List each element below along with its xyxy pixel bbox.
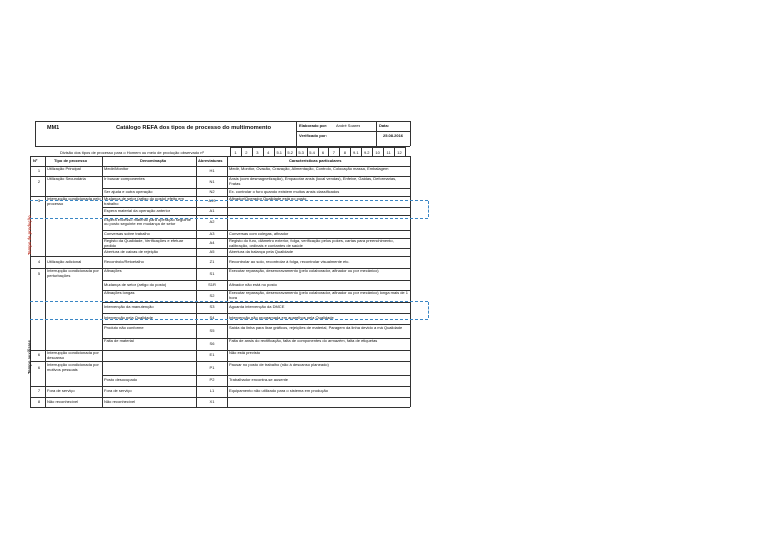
- observation-number: 6: [321, 149, 325, 155]
- row-denomination: Posto desocupado: [104, 378, 138, 383]
- row-denomination: Fora de serviço: [104, 389, 132, 394]
- row-denomination: Afinações longas: [104, 291, 135, 296]
- row-denomination: Intervenção pela Qualidade: [104, 316, 153, 321]
- row-divider: [102, 230, 410, 231]
- row-divider: [30, 361, 410, 362]
- row-divider: [30, 386, 410, 387]
- observation-number: 9.1: [353, 149, 359, 155]
- row-abbreviation: A4: [209, 240, 215, 245]
- row-divider: [102, 248, 410, 249]
- row-number: 8: [37, 399, 41, 404]
- row-process-type: Fora de serviço: [47, 389, 75, 394]
- row-characteristics: Trabalhador encontra-se ausente: [229, 378, 288, 383]
- row-divider: [102, 215, 410, 216]
- row-abbreviation: H1: [209, 168, 215, 173]
- column-header-type: Tipo de processo: [54, 159, 88, 163]
- dashed-marker-side-1: [428, 201, 429, 217]
- row-abbreviation: L1: [209, 389, 215, 394]
- row-denomination: Ir buscar componentes: [104, 177, 145, 182]
- row-abbreviation: A5: [209, 249, 215, 254]
- row-abbreviation: Z1: [209, 259, 215, 264]
- row-denomination: Mudança de setor (artigo do posto): [104, 282, 167, 287]
- observation-number: 2: [245, 149, 248, 155]
- row-characteristics: Pausar no posto de trabalho (não à descanso planeado): [229, 363, 329, 368]
- row-abbreviation: S1: [209, 271, 215, 276]
- column-divider: [410, 156, 411, 407]
- row-denomination: Conversas sobre trabalho: [104, 231, 150, 236]
- header-border-top: [35, 121, 410, 122]
- observation-number: 10: [375, 149, 380, 155]
- row-divider: [30, 397, 410, 398]
- row-divider: [102, 313, 410, 314]
- header-divider: [296, 121, 297, 146]
- row-number: 5: [37, 271, 41, 276]
- row-process-type: Utilização Principal: [47, 167, 81, 171]
- row-number: 2: [37, 179, 41, 184]
- row-characteristics: Medir, Monitor, Ovacão, Cravação, Alimentação, Controlo, Colocação massa, Embalagem: [229, 167, 389, 171]
- row-divider: [30, 256, 410, 257]
- elaborado-label: Elaborado por:: [299, 124, 328, 128]
- row-process-type: Interrupção condicionada pelo processo: [47, 197, 101, 206]
- column-divider: [227, 156, 228, 407]
- row-divider: [30, 407, 410, 408]
- row-characteristics: Falta de ansis do rectificação, falta de componentes do armazém, falta de etiquetas: [229, 339, 378, 344]
- row-characteristics: Recontrolar ao solo, recontrolar à folga, recontrolar visualmente etc.: [229, 259, 350, 264]
- row-characteristics: Executar reparação, desencravamento (pelo colaborador, afinador ou por mecânico): [229, 269, 379, 274]
- row-characteristics: Ex. controlar o furo quando existem muitos ansis classificados: [229, 189, 340, 194]
- division-note: Divisão dos tipos de processo para o Homem ou meio de produção observado nº: [60, 151, 204, 155]
- row-abbreviation: N2: [209, 189, 215, 194]
- row-number: 1: [37, 168, 41, 173]
- elaborado-value: André Soares: [336, 124, 361, 128]
- row-characteristics: Afinador/Operador Qualidade está no posto: [229, 197, 307, 201]
- row-divider: [102, 324, 410, 325]
- row-denomination: Intervenção da manutenção: [104, 305, 154, 310]
- row-process-type: Interrupção condicionada por perturbações: [47, 269, 99, 278]
- row-characteristics: Conversas com colegas, afinador: [229, 231, 289, 236]
- column-divider: [196, 156, 197, 407]
- header-divider-2: [376, 121, 377, 146]
- observation-number: 7: [332, 149, 336, 155]
- dashed-marker-4: [30, 319, 428, 320]
- row-divider: [102, 207, 410, 208]
- row-number: 6: [37, 353, 41, 358]
- column-header-characteristics: Características particulares: [289, 159, 342, 163]
- column-divider: [45, 156, 46, 407]
- observation-number: 5.1: [276, 149, 282, 155]
- row-characteristics: Equipamento não utilizado para o sistema em produção: [229, 389, 328, 394]
- row-divider: [102, 188, 410, 189]
- row-denomination: Medir/Monitor: [104, 167, 129, 171]
- column-divider: [102, 156, 103, 407]
- row-characteristics: Registo do furo, diâmetro exterior, folga, verificação pelos pokes, cartas para preenchimento, calibração, ordinais e contantes de saúde: [229, 239, 394, 248]
- row-denomination: Afinações: [104, 269, 122, 274]
- observation-number: 11: [386, 149, 391, 155]
- observation-number: 5.4: [309, 149, 315, 155]
- header-border-left: [35, 121, 36, 146]
- row-denomination: Mudança de setor (artigo do posto) efeito em trabalho: [104, 197, 184, 206]
- row-abbreviation: P2: [209, 378, 215, 383]
- row-characteristics: Intervenção não programada em aparelhos pela Qualidade: [229, 316, 334, 321]
- verificado-label: Verificado por:: [299, 134, 328, 138]
- grid-sep: [405, 147, 406, 156]
- row-process-type: Utilização Secundária: [47, 177, 86, 182]
- row-abbreviation: N1: [209, 179, 215, 184]
- row-abbreviation: S1R: [208, 282, 216, 287]
- data-value: 25.08.2016: [383, 134, 404, 138]
- column-header-denomination: Denominação: [140, 159, 167, 163]
- row-process-type: Interrupção condicionada por motivos pessoais: [47, 363, 99, 372]
- header-mid-line: [296, 131, 410, 132]
- row-number: 6: [37, 365, 41, 370]
- row-abbreviation: P1: [209, 365, 215, 370]
- dashed-marker-side-2: [428, 302, 429, 318]
- row-characteristics: Não está previsto: [229, 351, 261, 355]
- row-denomination: Abertura de caixas de rejeição: [104, 249, 159, 254]
- row-characteristics: Afinador não está no posto: [229, 282, 277, 287]
- row-abbreviation: S4: [209, 316, 215, 321]
- observation-number: 12: [397, 149, 402, 155]
- observation-number: 8: [343, 149, 346, 155]
- side-label-auxiliary: Tempo auxiliares: [27, 340, 32, 374]
- row-number: 3: [37, 199, 41, 204]
- column-header-abbreviation: Abreviaturas: [198, 159, 223, 163]
- row-abbreviation: A1: [209, 208, 215, 213]
- row-abbreviation: S2: [209, 293, 215, 298]
- row-abbreviation: A3: [209, 231, 215, 236]
- observation-number: 5.3: [298, 149, 304, 155]
- row-denomination: Ser ajuda e outra operação: [104, 189, 153, 194]
- row-characteristics: Executar reparação, desencravamento (pelo colaborador, afinador ou por mecânico) longa mais de 1 hora: [229, 291, 408, 300]
- header-border-right: [410, 121, 411, 146]
- page-title: Catálogo REFA dos tipos de processo do multimomento: [116, 125, 272, 131]
- row-process-type: Interrupção condicionada por descanso: [47, 351, 99, 360]
- row-abbreviation: S6: [209, 341, 215, 346]
- row-characteristics: Abertura da balança pela Qualidade: [229, 249, 294, 254]
- row-divider: [30, 156, 410, 157]
- row-number: 4: [37, 259, 41, 264]
- row-denomination: Espera material da operação anterior: [104, 208, 171, 213]
- row-denomination: Não reconhecível: [104, 399, 136, 404]
- row-divider: [102, 375, 410, 376]
- row-characteristics: Ansis (com desmagnetização), Empacotar ansis (local vendas), Enfeixe, Gaidas, Deformarias, Fratas: [229, 177, 397, 186]
- observation-number: 3: [256, 149, 259, 155]
- dashed-marker-1: [30, 200, 428, 201]
- observation-number: 1: [234, 149, 237, 155]
- row-process-type: Não reconhecível: [47, 399, 79, 404]
- row-abbreviation: E1: [209, 353, 215, 358]
- row-abbreviation: A99: [208, 199, 216, 204]
- row-abbreviation: X1: [209, 399, 215, 404]
- row-denomination: Registo da Qualidade, Verificações e efetuar pedido: [104, 239, 184, 248]
- data-label: Data:: [379, 124, 390, 128]
- doc-code: MM1: [47, 125, 60, 131]
- observation-number: 4: [267, 149, 270, 155]
- row-number: 7: [37, 389, 41, 394]
- row-divider: [102, 302, 410, 303]
- row-characteristics: Saída da linha para lixar gráficos, rejeições de material, Paragem da linha devido a má Qualidade: [229, 326, 403, 331]
- row-abbreviation: S3: [209, 305, 215, 310]
- row-denomination: Espera excesso material para operação seguinte ou posto seguinte em mudança de setor: [104, 217, 191, 227]
- row-denomination: Falta de material: [104, 339, 134, 344]
- observation-number: 9.2: [363, 149, 370, 155]
- row-denomination: Recontrolo/Retoetalho: [104, 259, 144, 264]
- column-header-num: Nº: [33, 159, 38, 163]
- dashed-marker-2: [30, 218, 428, 219]
- row-process-type: Utilização adicional: [47, 259, 82, 264]
- row-abbreviation: A2: [209, 220, 215, 225]
- row-characteristics: Aguarda intervenção da DMCE: [229, 305, 285, 310]
- dashed-marker-3: [30, 301, 428, 302]
- row-abbreviation: S5: [209, 328, 215, 333]
- observation-number: 5.2: [287, 149, 293, 155]
- row-divider: [102, 280, 410, 281]
- row-denomination: Produto não conforme: [104, 326, 144, 331]
- side-label-production: Tempo de produção: [27, 215, 32, 255]
